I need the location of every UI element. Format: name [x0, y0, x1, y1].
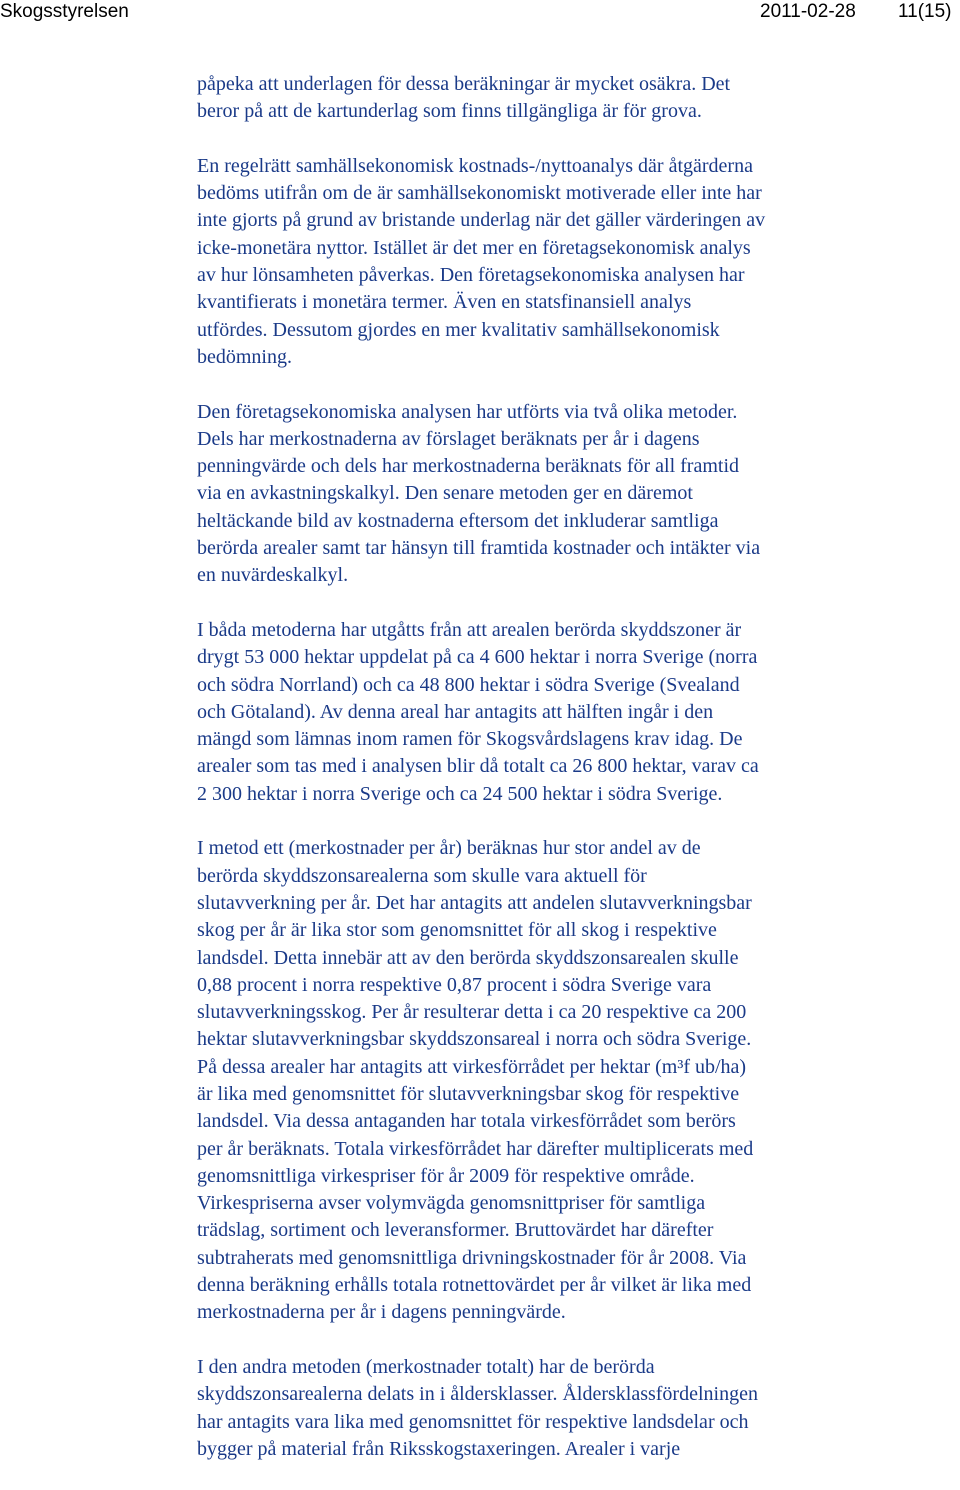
document-body [197, 71, 897, 1490]
text-line: icke-monetära nyttor. Istället är det mer en företagsekonomisk analys [197, 236, 751, 259]
paragraph [197, 153, 897, 371]
text-line: är lika med genomsnittet för slutavverkningsbar skog för respektive [197, 1082, 740, 1105]
text-line: och Götaland). Av denna areal har antagits att hälften ingår i den [197, 700, 714, 723]
text-line: landsdel. Via dessa antaganden har totala virkesförrådet som berörs [197, 1110, 736, 1133]
paragraph [197, 835, 897, 1326]
text-line: beror på att de kartunderlag som finns tillgängliga är för grova. [197, 100, 702, 123]
text-line: slutavverkningsskog. Per år resulterar detta i ca 20 respektive ca 200 [197, 1001, 747, 1024]
text-line: denna beräkning erhålls totala rotnettovärdet per år vilket är lika med [197, 1274, 752, 1297]
document-date: 2011-02-28 [760, 1, 856, 22]
text-line: en nuvärdeskalkyl. [197, 564, 349, 587]
text-line: bygger på material från Riksskogstaxeringen. Arealer i varje [197, 1437, 681, 1460]
text-line: penningvärde och dels har merkostnaderna beräknats för all framtid [197, 455, 740, 478]
text-line: Dels har merkostnaderna av förslaget beräknats per år i dagens [197, 427, 700, 450]
paragraph [197, 71, 897, 126]
text-line: via en avkastningskalkyl. Den senare metoden ger en däremot [197, 482, 693, 505]
text-line: har antagits vara lika med genomsnittet för respektive landsdelar och [197, 1410, 749, 1433]
text-line: påpeka att underlagen för dessa beräkningar är mycket osäkra. Det [197, 73, 731, 95]
text-line: utfördes. Dessutom gjordes en mer kvalitativ samhällsekonomisk [197, 318, 720, 341]
text-line: per år beräknats. Totala virkesförrådet har därefter multiplicerats med [197, 1137, 754, 1160]
organization-name: Skogsstyrelsen [0, 1, 129, 22]
text-line: merkostnaderna per år i dagens penningvärde. [197, 1301, 566, 1324]
text-line: berörda arealer samt tar hänsyn till framtida kostnader och intäkter via [197, 537, 761, 560]
text-line: I den andra metoden (merkostnader totalt) har de berörda [197, 1355, 655, 1378]
text-line: mängd som lämnas inom ramen för Skogsvårdslagens krav idag. De [197, 728, 743, 751]
text-line: arealer som tas med i analysen blir då totalt ca 26 800 hektar, varav ca [197, 755, 759, 778]
text-line: heltäckande bild av kostnaderna eftersom det inkluderar samtliga [197, 509, 719, 532]
text-line: Den företagsekonomiska analysen har utförts via två olika metoder. [197, 400, 738, 423]
text-line: slutavverkning per år. Det har antagits att andelen slutavverkningsbar [197, 891, 752, 914]
text-line: skog per år är lika stor som genomsnittet för all skog i respektive [197, 919, 717, 942]
text-line: I båda metoderna har utgåtts från att arealen berörda skyddszoner är [197, 618, 742, 641]
paragraph [197, 617, 897, 808]
page-header [0, 0, 960, 26]
text-line: subtraherats med genomsnittliga drivningskostnader för år 2008. Via [197, 1246, 747, 1269]
paragraph [197, 399, 897, 590]
text-line: berörda skyddszonsarealerna som skulle vara aktuell för [197, 864, 647, 887]
paragraph [197, 1354, 897, 1463]
text-line: av hur lönsamheten påverkas. Den företagsekonomiska analysen har [197, 264, 745, 287]
text-line: bedöms utifrån om de är samhällsekonomiskt motiverade eller inte har [197, 182, 762, 205]
text-line: drygt 53 000 hektar uppdelat på ca 4 600 hektar i norra Sverige (norra [197, 646, 758, 669]
text-line: och södra Norrland) och ca 48 800 hektar i södra Sverige (Svealand [197, 673, 740, 696]
text-line: inte gjorts på grund av bristande underlag när det gäller värderingen av [197, 209, 766, 232]
page-number: 11(15) [898, 1, 952, 22]
text-line: 2 300 hektar i norra Sverige och ca 24 500 hektar i södra Sverige. [197, 782, 723, 805]
text-line: På dessa arealer har antagits att virkesförrådet per hektar (m³f ub/ha) [197, 1055, 747, 1078]
text-line: En regelrätt samhällsekonomisk kostnads-/nyttoanalys där åtgärderna [197, 154, 753, 177]
text-line: 0,88 procent i norra respektive 0,87 procent i södra Sverige vara [197, 973, 712, 996]
text-line: bedömning. [197, 345, 292, 368]
text-line: kvantifierats i monetära termer. Även en statsfinansiell analys [197, 291, 692, 314]
text-line: trädslag, sortiment och leveransformer. Bruttovärdet har därefter [197, 1219, 714, 1242]
text-line: skyddszonsarealerna delats in i åldersklasser. Åldersklassfördelningen [197, 1383, 758, 1406]
text-line: landsdel. Detta innebär att av den berörda skyddszonsarealen skulle [197, 946, 739, 969]
text-line: Virkespriserna avser volymvägda genomsnittpriser för samtliga [197, 1192, 706, 1215]
text-line: I metod ett (merkostnader per år) beräknas hur stor andel av de [197, 837, 701, 860]
text-line: genomsnittliga virkespriser för år 2009 för respektive område. [197, 1164, 695, 1187]
text-line: hektar slutavverkningsbar skyddszonsareal i norra och södra Sverige. [197, 1028, 752, 1051]
